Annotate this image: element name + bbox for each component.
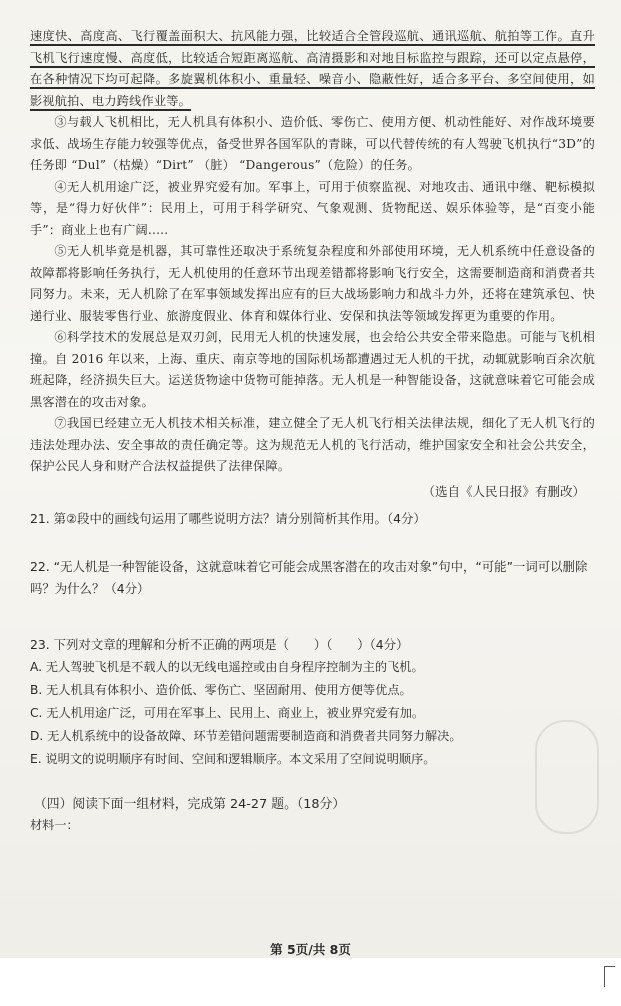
question-22: 22. “无人机是一种智能设备，这就意味着它可能会成黑客潜在的攻击对象”句中，“可能”一词可以删除吗？为什么？（4分） (30, 558, 588, 596)
passage-paragraph-4: ④无人机用途广泛，被业界究爱有加。军事上，可用于侦察监视、对地攻击、通讯中继、靶标模拟等，是“得力好伙伴”：民用上，可用于科学研究、气象观测、货物配送、娱乐体验等，是“百变小能手”：商业上也有广阔..... (30, 179, 595, 237)
passage-source: （选自《人民日报》有删改） (422, 483, 585, 499)
passage-paragraph-5: ⑤无人机毕竟是机器，其可靠性还取决于系统复杂程度和外部使用环境，无人机系统中任意设备的故障都将影响任务执行，无人机使用的任意环节出现差错都将影响飞行安全，这需要制造商和消费者共同努力。未来，无人机除了在军事领域发挥出应有的巨大战场影响力和战斗力外，还将在建筑承包、快递行业、服装零售行业、旅游度假业、体育和媒体行业、安保和执法等领域发挥更为重要的作用。 (30, 244, 595, 323)
page-number: 第 5页/共 8页 (270, 942, 351, 957)
passage-paragraph-6: ⑥科学技术的发展总是双刃剑，民用无人机的快速发展，也会给公共安全带来隐患。可能与飞机相撞。自 2016 年以来，上海、重庆、南京等地的国际机场都遭遇过无人机的干扰，动辄就影响百余次航班起降，经济损失巨大。运送货物途中货物可能掉落。无人机是一种智能设备，这就意味着它可能会成黑客潜在的攻击对象。 (30, 330, 595, 409)
option-d: D. 无人机系统中的设备故障、环节差错问题需要制造商和消费者共同努力解决。 (30, 728, 462, 743)
section-4-heading: （四）阅读下面一组材料，完成第 24-27 题。（18分） (34, 796, 346, 812)
question-23: 23. 下列对文章的理解和分析不正确的两项是（ ）（ ）（4分） (30, 636, 409, 652)
passage-paragraph-3: ③与载人飞机相比，无人机具有体积小、造价低、零伤亡、使用方便、机动性能好、对作战环境要求低、战场生存能力较强等优点，备受世界各国军队的青睐，可以代替传统的有人驾驶飞机执行“3D”的任务即 “Dul”（枯燥）“Dirt” （脏） “Dangerous”（危险）的任务。 (30, 115, 595, 172)
crop-corner-mark (604, 966, 615, 987)
question-21: 21. 第②段中的画线句运用了哪些说明方法？请分别简析其作用。（4分） (30, 510, 426, 526)
option-b: B. 无人机具有体积小、造价低、零伤亡、坚固耐用、使用方便等优点。 (30, 682, 412, 697)
passage-paragraph-7: ⑦我国已经建立无人机技术相关标准，建立健全了无人机飞行相关法律法规，细化了无人机飞行的违法处理办法、安全事故的责任确定等。这为规范无人机的飞行活动，维护国家安全和社会公共安全，保护公民人身和财产合法权益提供了法律保障。 (30, 416, 595, 473)
faint-seal-watermark (535, 720, 599, 834)
option-c: C. 无人机用途广泛，可用在军事上、民用上、商业上，被业界究爱有加。 (30, 705, 425, 720)
option-a: A. 无人驾驶飞机是不载人的以无线电遥控或由自身程序控制为主的飞机。 (30, 659, 424, 674)
bottom-margin (0, 958, 621, 1006)
option-e: E. 说明文的说明顺序有时间、空间和逻辑顺序。本文采用了空间说明顺序。 (30, 751, 436, 766)
material-1-label: 材料一： (30, 817, 79, 832)
passage-paragraph-2-underlined: 速度快、高度高、飞行覆盖面积大、抗风能力强，比较适合全管段巡航、通讯巡航、航拍等工作。直升飞机飞行速度慢、高度低，比较适合短距离巡航、高清摄影和对地目标监控与跟踪，还可以定点悬停，在各种情况下均可起降。多旋翼机体积小、重量轻、噪音小、隐蔽性好，适合多平台、多空间使用，如影视航拍、电力跨线作业等。 (30, 29, 595, 108)
